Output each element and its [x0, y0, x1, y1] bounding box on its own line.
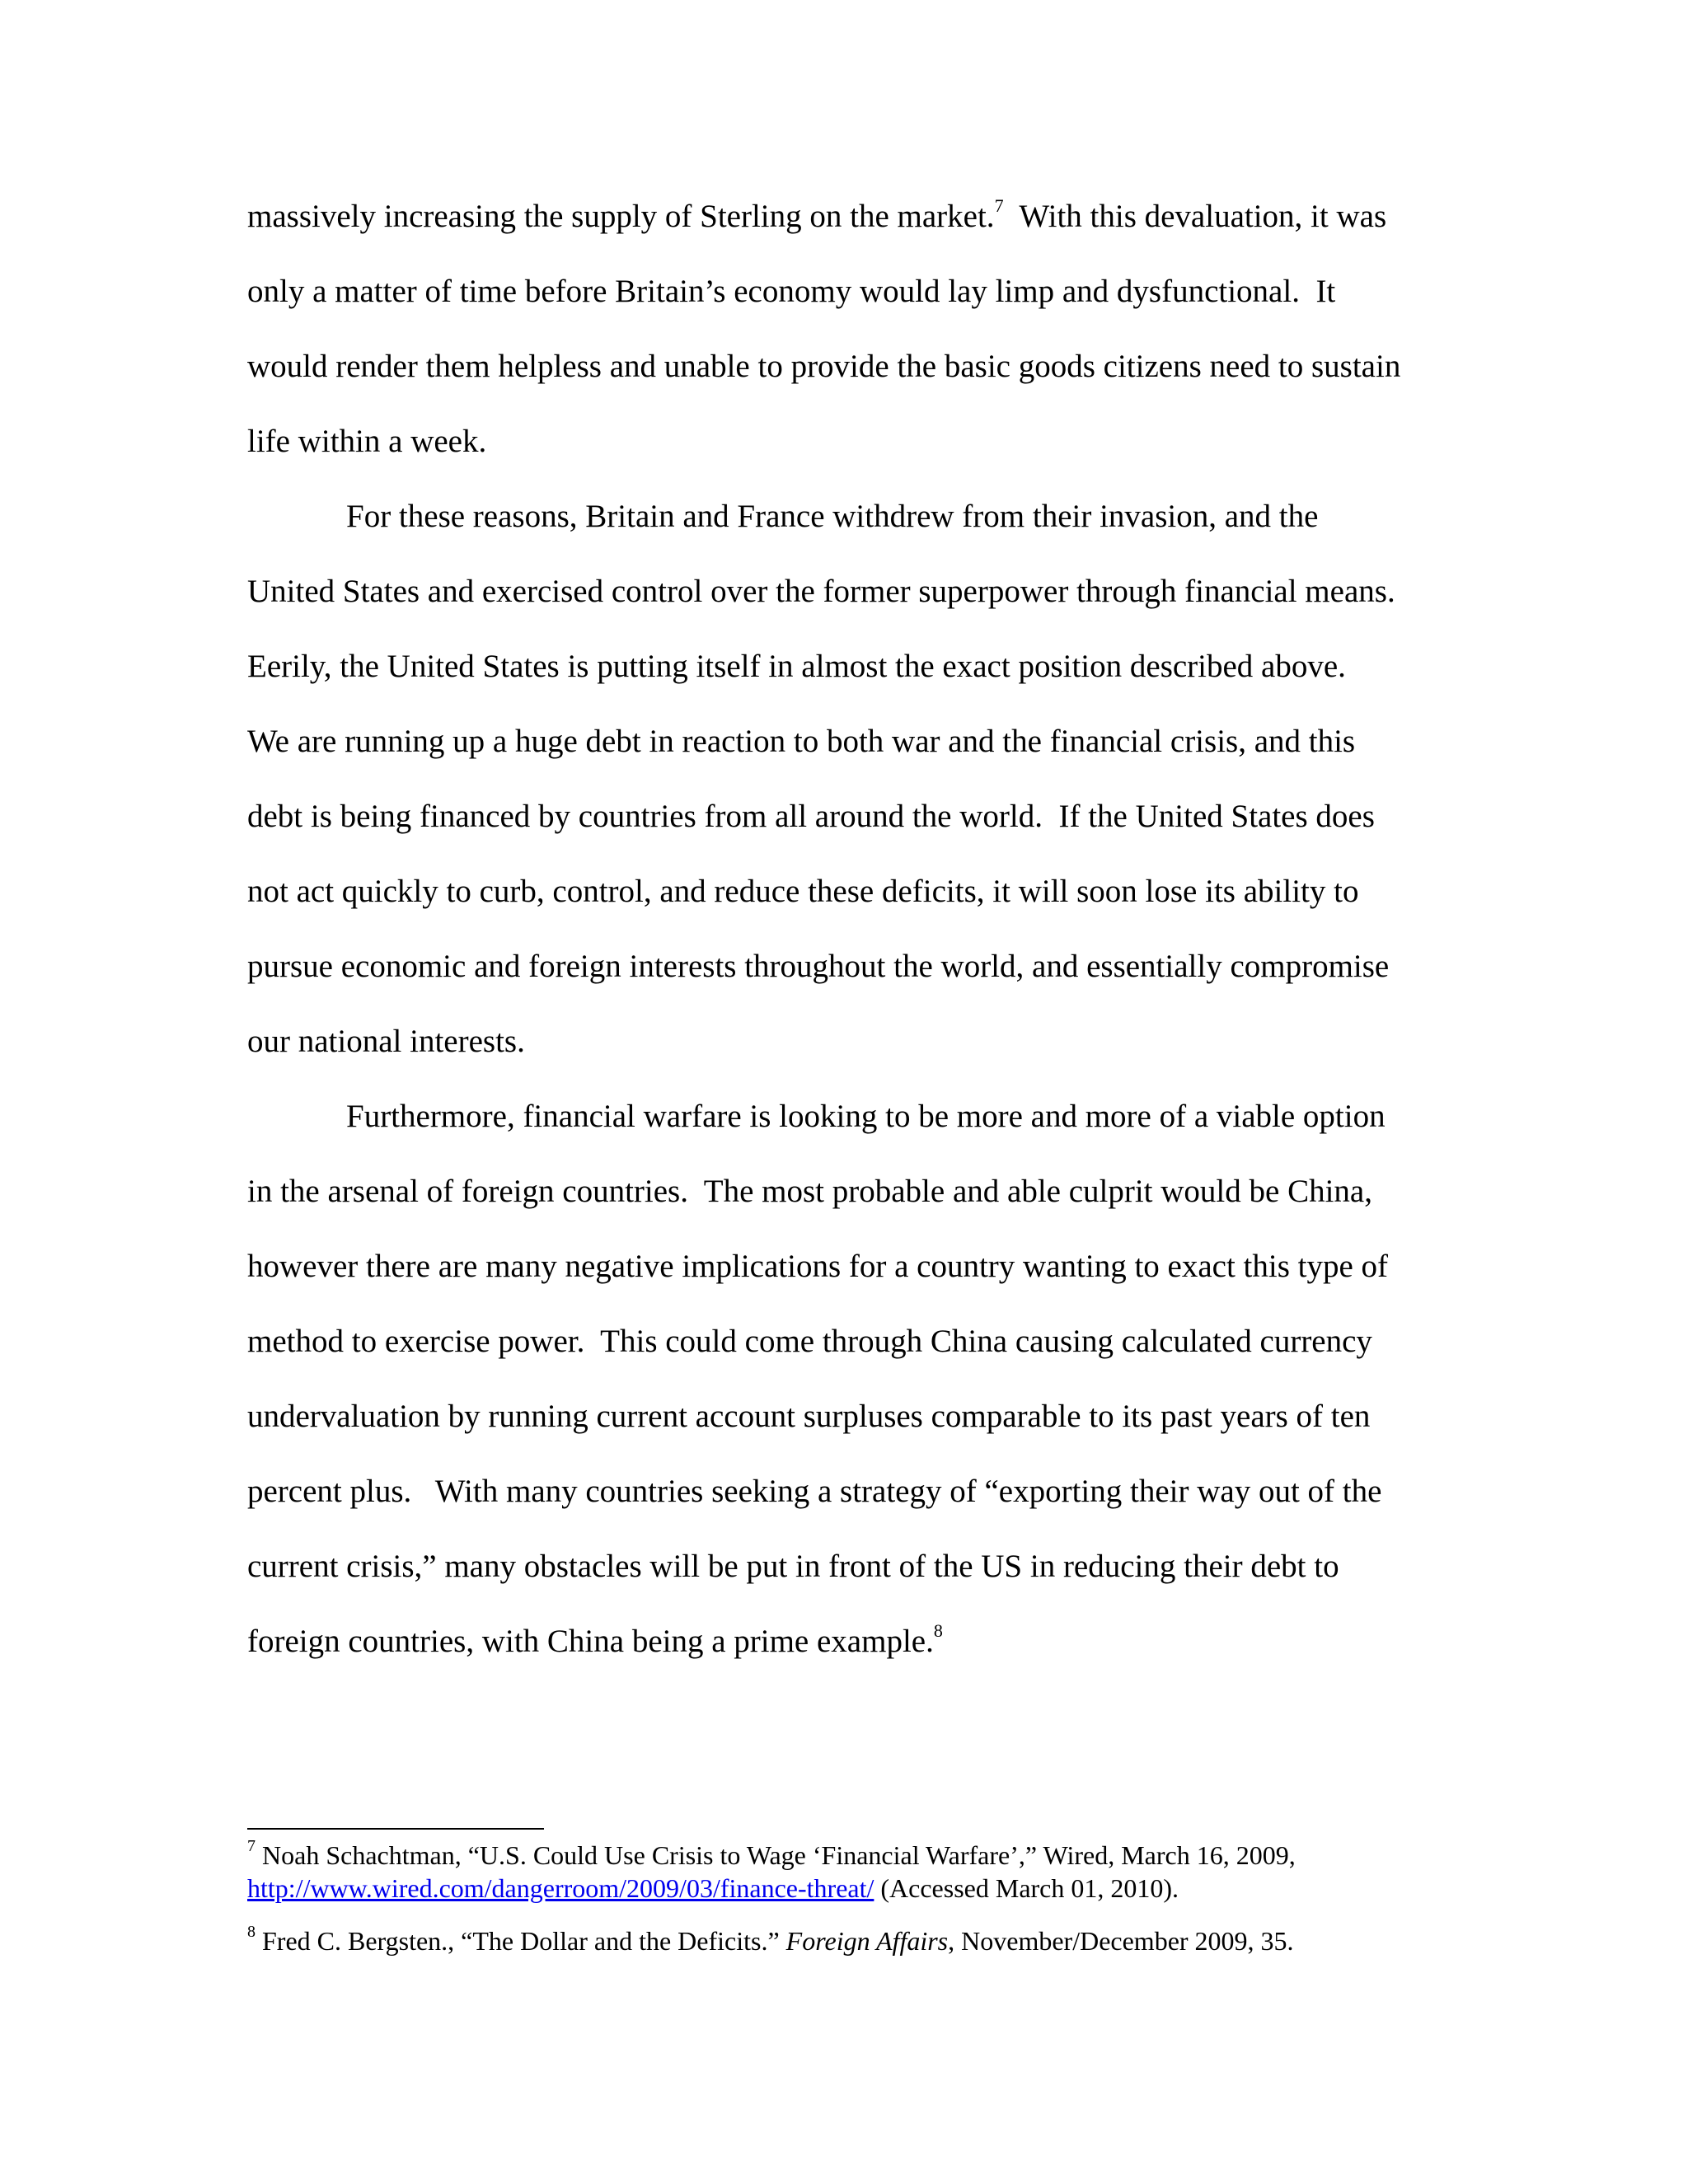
line-text: undervaluation by running current account surpluses comparable to its past years of ten [247, 1399, 1371, 1434]
line-text: foreign countries, with China being a prime example. [247, 1624, 934, 1659]
footnote-8 [247, 1925, 1294, 1957]
footnote-8-marker: 8 [247, 1923, 256, 1942]
body-line-11 [247, 948, 1389, 986]
line-text: in the arsenal of foreign countries. The most probable and able culprit would be China, [247, 1174, 1372, 1209]
footnote-8-details: , November/December 2009, 35. [948, 1926, 1294, 1956]
line-text: not act quickly to curb, control, and reduce these deficits, it will soon lose its ability to [247, 874, 1359, 909]
body-line-13 [346, 1098, 1386, 1136]
body-line-16 [247, 1323, 1372, 1361]
line-text: massively increasing the supply of Sterling on the market. [247, 199, 995, 234]
body-line-5 [346, 498, 1318, 536]
footnote-ref-8: 8 [933, 1620, 943, 1641]
body-line-1 [247, 195, 1387, 236]
line-text-continued: With this devaluation, it was [1003, 199, 1387, 234]
footnote-8-journal: Foreign Affairs [785, 1926, 949, 1956]
line-text: debt is being financed by countries from all around the world. If the United States does [247, 799, 1375, 834]
line-text: life within a week. [247, 424, 487, 459]
body-line-12 [247, 1023, 525, 1061]
line-text: Eerily, the United States is putting itself in almost the exact position described above. [247, 649, 1346, 684]
footnote-7-accessed: (Accessed March 01, 2010). [874, 1873, 1179, 1903]
body-line-10 [247, 873, 1358, 911]
body-line-18 [247, 1473, 1381, 1511]
line-text: would render them helpless and unable to provide the basic goods citizens need to sustain [247, 349, 1401, 384]
line-text: pursue economic and foreign interests throughout the world, and essentially compromise [247, 949, 1390, 984]
body-line-14 [247, 1173, 1372, 1211]
body-line-4 [247, 423, 486, 461]
footnote-7-line-1 [247, 1837, 1296, 1871]
body-line-3 [247, 348, 1400, 386]
line-text: We are running up a huge debt in reaction to both war and the financial crisis, and this [247, 724, 1356, 759]
body-line-15 [247, 1248, 1388, 1286]
body-line-6 [247, 573, 1395, 611]
footnote-8-text: Fred C. Bergsten., “The Dollar and the Deficits.” [256, 1926, 786, 1956]
line-text: United States and exercised control over the former superpower through financial means. [247, 574, 1395, 609]
footnote-7-line-2 [247, 1872, 1179, 1904]
line-text: For these reasons, Britain and France withdrew from their invasion, and the [346, 499, 1319, 534]
line-text: method to exercise power. This could come through China causing calculated currency [247, 1324, 1372, 1359]
line-text: current crisis,” many obstacles will be put in front of the US in reducing their debt to [247, 1549, 1339, 1584]
body-line-19 [247, 1548, 1339, 1586]
line-text: however there are many negative implications for a country wanting to exact this type of [247, 1249, 1389, 1284]
footnote-separator [247, 1828, 544, 1830]
body-line-17 [247, 1398, 1370, 1436]
line-text: our national interests. [247, 1024, 525, 1059]
body-line-9 [247, 798, 1375, 836]
body-line-7 [247, 648, 1346, 686]
footnote-7-marker: 7 [247, 1837, 256, 1856]
line-text: Furthermore, financial warfare is looking to be more and more of a viable option [346, 1099, 1386, 1134]
line-text: percent plus. With many countries seeking a strategy of “exporting their way out of the [247, 1474, 1382, 1509]
footnote-ref-7: 7 [994, 195, 1004, 216]
body-line-8 [247, 723, 1355, 761]
body-line-2 [247, 273, 1335, 311]
line-text: only a matter of time before Britain’s economy would lay limp and dysfunctional. It [247, 274, 1336, 309]
body-line-20 [247, 1620, 943, 1661]
footnote-7-text: Noah Schachtman, “U.S. Could Use Crisis to Wage ‘Financial Warfare’,” Wired, March 16, 2009, [256, 1840, 1296, 1870]
footnote-7-link[interactable]: http://www.wired.com/dangerroom/2009/03/finance-threat/ [247, 1873, 874, 1903]
